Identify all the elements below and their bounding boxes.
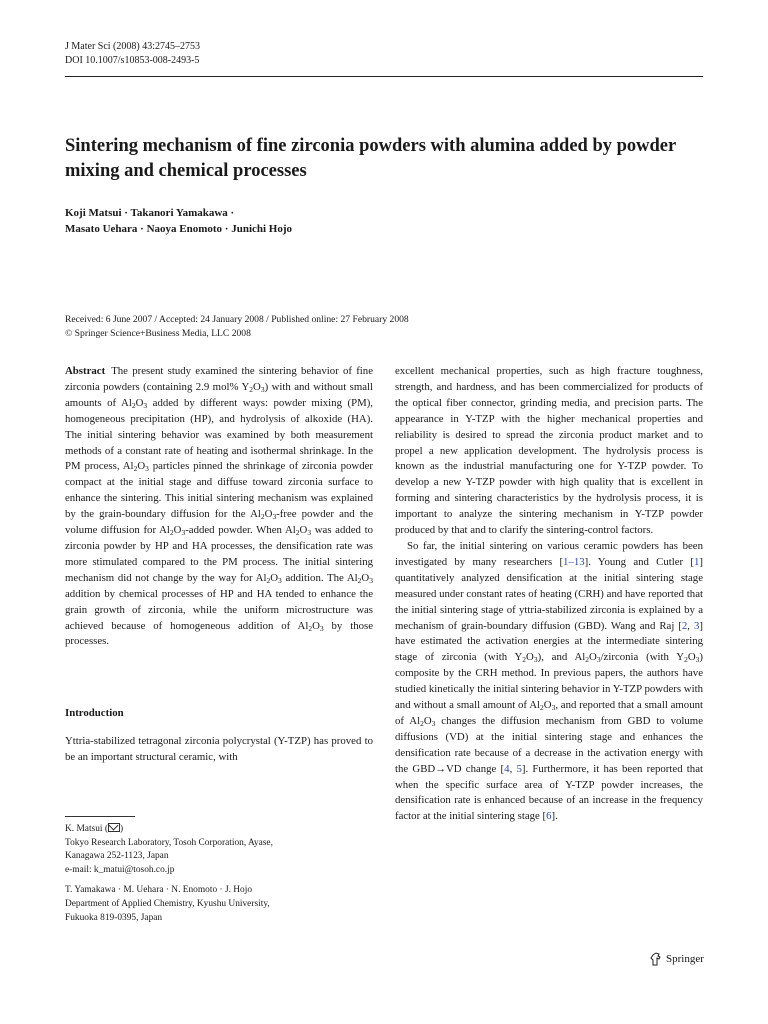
- publisher-mark: [650, 952, 704, 966]
- subscript: 3: [181, 528, 186, 538]
- subscript: 2: [295, 528, 300, 538]
- author-line-2: Masato Uehara · Naoya Enomoto · Junichi Hojo: [65, 223, 293, 235]
- abstract-text: O: [173, 524, 182, 537]
- corresponding-author: K. Matsui ( ) Tokyo Research Laboratory, Tosoh Corporation, Ayase, Kanagawa 252-1123, Japan e-mail: k_matui@tosoh.co.jp: [65, 824, 273, 875]
- abstract-text: -free powder and the volume diffusion for Al: [65, 508, 373, 537]
- email-link[interactable]: e-mail: k_matui@tosoh.co.jp: [65, 864, 175, 875]
- abstract-label: Abstract: [65, 365, 106, 377]
- abstract: [65, 364, 373, 650]
- abstract-text: O: [253, 380, 261, 393]
- envelope-icon: [108, 823, 120, 832]
- citation-link[interactable]: 3: [693, 619, 700, 632]
- abstract-text: ) with and without small amounts of Al: [65, 380, 374, 409]
- subscript: 2: [249, 384, 254, 394]
- left-column: [65, 364, 373, 766]
- abstract-text: addition by chemical processes of HP and HA tended to enhance the grain growth of zirconia, while the uniform microstructure was achieved because of homogeneous addition of Al: [65, 587, 373, 632]
- copyright-line: © Springer Science+Business Media, LLC 2008: [65, 328, 251, 339]
- right-column: [395, 364, 703, 825]
- intro-paragraph-1: Yttria-stabilized tetragonal zirconia polycrystal (Y-TZP) has proved to be an important structural ceramic, with: [65, 735, 373, 764]
- introduction-heading: Introduction: [65, 707, 124, 720]
- abstract-text: was added to zirconia powder by HP and HA processes, the densification rate was more stimulated compared to the PM process. The initial sintering mechanism did not change by the way for Al: [65, 524, 373, 584]
- abstract-text: O: [312, 619, 320, 632]
- subscript: 3: [319, 623, 324, 633]
- abstract-text: O: [264, 508, 273, 521]
- subscript: 2: [357, 575, 362, 585]
- paper-title: Sintering mechanism of fine zirconia powders with alumina added by powder mixing and chemical processes: [65, 136, 676, 181]
- journal-meta: [65, 40, 200, 68]
- subscript: 3: [369, 575, 373, 585]
- citation-link[interactable]: 6: [546, 810, 552, 823]
- subscript: 2: [266, 575, 271, 585]
- subscript: 3: [143, 400, 148, 410]
- doi[interactable]: DOI 10.1007/s10853-008-2493-5: [65, 55, 200, 66]
- subscript: 2: [260, 512, 265, 522]
- footnote-rule: [65, 816, 135, 817]
- author-line-1: Koji Matsui · Takanori Yamakawa ·: [65, 207, 235, 219]
- subscript: 3: [260, 384, 265, 394]
- citation-link[interactable]: 4: [504, 762, 510, 775]
- author-list: [65, 205, 665, 237]
- subscript: 2: [169, 528, 174, 538]
- abstract-text: -added powder. When Al: [185, 524, 296, 537]
- subscript: 3: [145, 464, 149, 474]
- publication-dates: [65, 313, 705, 341]
- abstract-text: O: [361, 571, 370, 584]
- header-rule: [65, 76, 703, 77]
- subscript: 3: [272, 512, 277, 522]
- citation-link[interactable]: 5: [516, 762, 522, 775]
- abstract-text: O: [135, 396, 144, 409]
- footnotes: [65, 823, 365, 932]
- intro-paragraph-2: excellent mechanical properties, such as high fracture toughness, strength, and hardness, and has been commercialized for products of the optical fiber connector, grinding media, and precision parts. The appearance in Y-TZP with the higher mechanical properties and reliability is desired to spread the zirconia product market and to propel a new application development. The hydrolysis process is known as the industrial manufacturing one for Y-TZP powder. To develop a new Y-TZP powder with high quality that is excellent in forming and sintering characteristics by the hydrolysis process, it is important to analyze the sintering mechanism in Y-TZP powder produced by that and to clarify the sintering-control factors.: [395, 365, 703, 537]
- intro-paragraph-3: So far, the initial sintering on various ceramic powders has been investigated by many researchers [1–13]. Young and Cutler [1] quantitatively analyzed densification at the initial sintering stage measured under constant rates of heating (CRH) and have reported that the initial sintering stage of yttria-stabilized zirconia is explained by a mechanism of grain-boundary diffusion (GBD). Wang and Raj [2, 3] have estimated the activation energies at the intermediate sintering stage of zirconia (with $Y_2O_3$), and $Al_2O_3$/zirconia (with $Y_2O_3$) composite by the CRH method. In previous papers, the authors have studied kinetically the initial sintering behavior in Y-TZP powders with and without a small amount of $Al_2O_3$, and reported that a small amount of $Al_2O_3$ changes the diffusion mechanism from GBD to volume diffusions (VD) at the initial sintering stage and enhances the densification rate because of a decrease in the activation energy with the GBD→VD change [4, 5]. Furthermore, it has been reported that when the specific surface area of Y-TZP powder increases, the densification rate is enhanced because of an increase in the frequency factor at the initial sintering stage [6].: [395, 539, 704, 823]
- abstract-text: added by different ways: powder mixing (PM), homogeneous precipitation (HP), and hydrolysis of alkoxide (HA). The initial sintering behavior was examined by both measurement methods of a constant rate of heating and isothermal shrinkage. In the PM process, Al: [65, 396, 373, 473]
- citation-link[interactable]: 2: [681, 619, 688, 632]
- citation-link[interactable]: 1–13: [563, 555, 585, 568]
- abstract-text: addition. The Al: [281, 571, 358, 584]
- subscript: 2: [131, 400, 136, 410]
- publisher-name: Springer: [666, 953, 704, 965]
- abstract-body: [65, 365, 373, 647]
- dates-line: Received: 6 June 2007 / Accepted: 24 January 2008 / Published online: 27 February 2008: [65, 314, 409, 325]
- subscript: 3: [307, 528, 312, 538]
- coauthor-affiliation: T. Yamakawa · M. Uehara · N. Enomoto · J. Hojo Department of Applied Chemistry, Kyushu University, Fukuoka 819-0395, Japan: [65, 885, 270, 923]
- subscript: 2: [133, 464, 138, 474]
- citation-link[interactable]: 1: [693, 555, 700, 568]
- subscript: 3: [278, 575, 282, 585]
- journal-citation: J Mater Sci (2008) 43:2745–2753: [65, 41, 200, 52]
- abstract-text: O: [299, 524, 308, 537]
- abstract-text: particles pinned the shrinkage of zirconia powder compact at the initial stage and diffuse toward zirconia surface to enhance the sintering. This initial sintering mechanism was explained by the grain-boundary diffusion for the Al: [65, 460, 373, 521]
- abstract-text: The present study examined the sintering behavior of fine zirconia powders (containing 2.9 mol% Y: [65, 365, 373, 393]
- abstract-text: O: [137, 460, 146, 473]
- abstract-text: O: [270, 571, 279, 584]
- subscript: 2: [308, 623, 313, 633]
- abstract-text: by those processes.: [65, 619, 373, 648]
- horse-icon: [650, 952, 662, 966]
